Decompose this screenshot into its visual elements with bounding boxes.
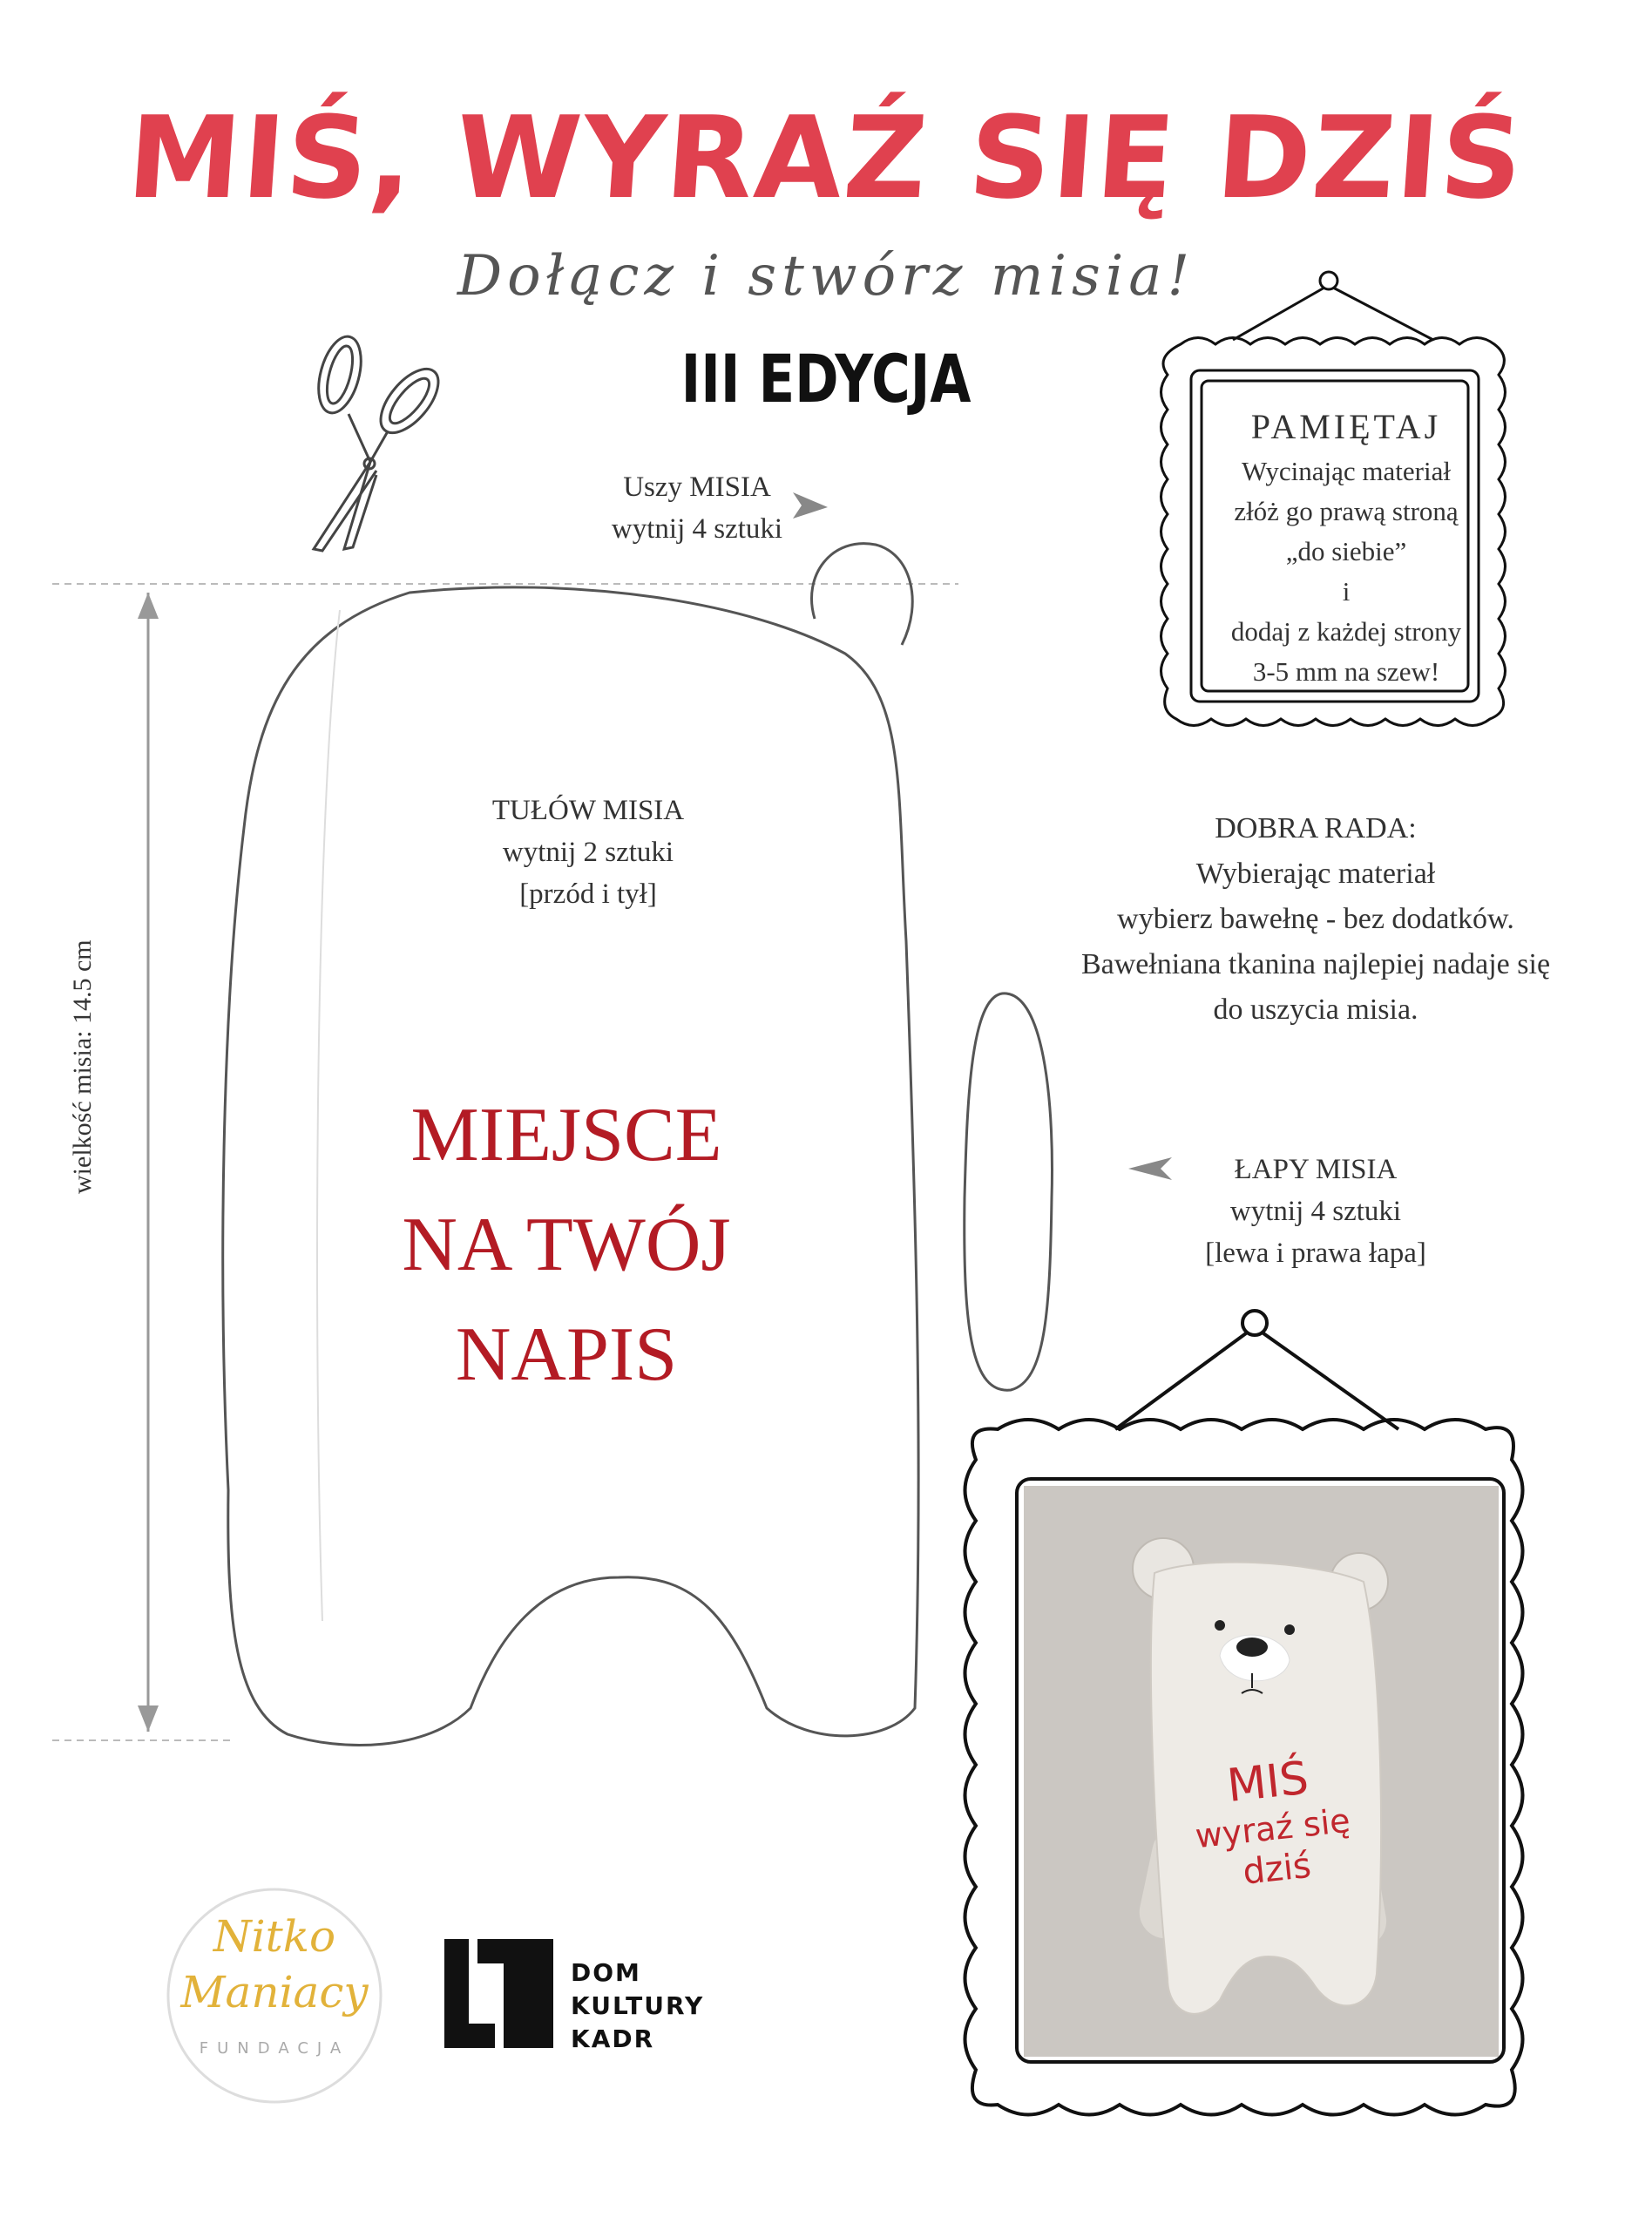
dom-kultury-kadr-text: DOM KULTURY KADR: [571, 1958, 705, 2053]
size-label: wielkość misia: 14.5 cm: [68, 939, 97, 1194]
inscription-placeholder: MIEJSCE NA TWÓJ NAPIS: [402, 1093, 731, 1397]
dom-kultury-kadr-logo: [444, 1939, 553, 2048]
paws-note: ŁAPY MISIA wytnij 4 sztuki [lewa i prawa łapa]: [1205, 1154, 1426, 1269]
scissors-icon: [279, 331, 453, 558]
nitko-maniacy-text: Nitko Maniacy FUNDACJA: [180, 1911, 369, 2058]
body-note: TUŁÓW MISIA wytnij 2 sztuki [przód i tył]: [491, 795, 685, 910]
edition-label: III EDYCJA: [680, 340, 972, 417]
page-title: MIŚ, WYRAŹ SIĘ DZIŚ: [123, 92, 1529, 224]
tip-note: DOBRA RADA: Wybierając materiał wybierz bawełnę - bez dodatków. Bawełniana tkanina najlepiej nadaje się do uszycia misia.: [1080, 812, 1551, 1026]
arrow-right-icon: [789, 488, 832, 523]
page-subtitle: Dołącz i stwórz misia!: [457, 244, 1195, 309]
ears-note: Uszy MISIA wytnij 4 sztuki: [611, 471, 783, 545]
remember-note: PAMIĘTAJ Wycinając materiał złóż go prawą stroną „do siebie” i dodaj z każdej strony 3-5 mm na szew!: [1230, 407, 1462, 687]
photo-embroidery: MIŚ wyraź się dziś: [1193, 1752, 1352, 1893]
bear-photo: [1024, 1486, 1499, 2057]
